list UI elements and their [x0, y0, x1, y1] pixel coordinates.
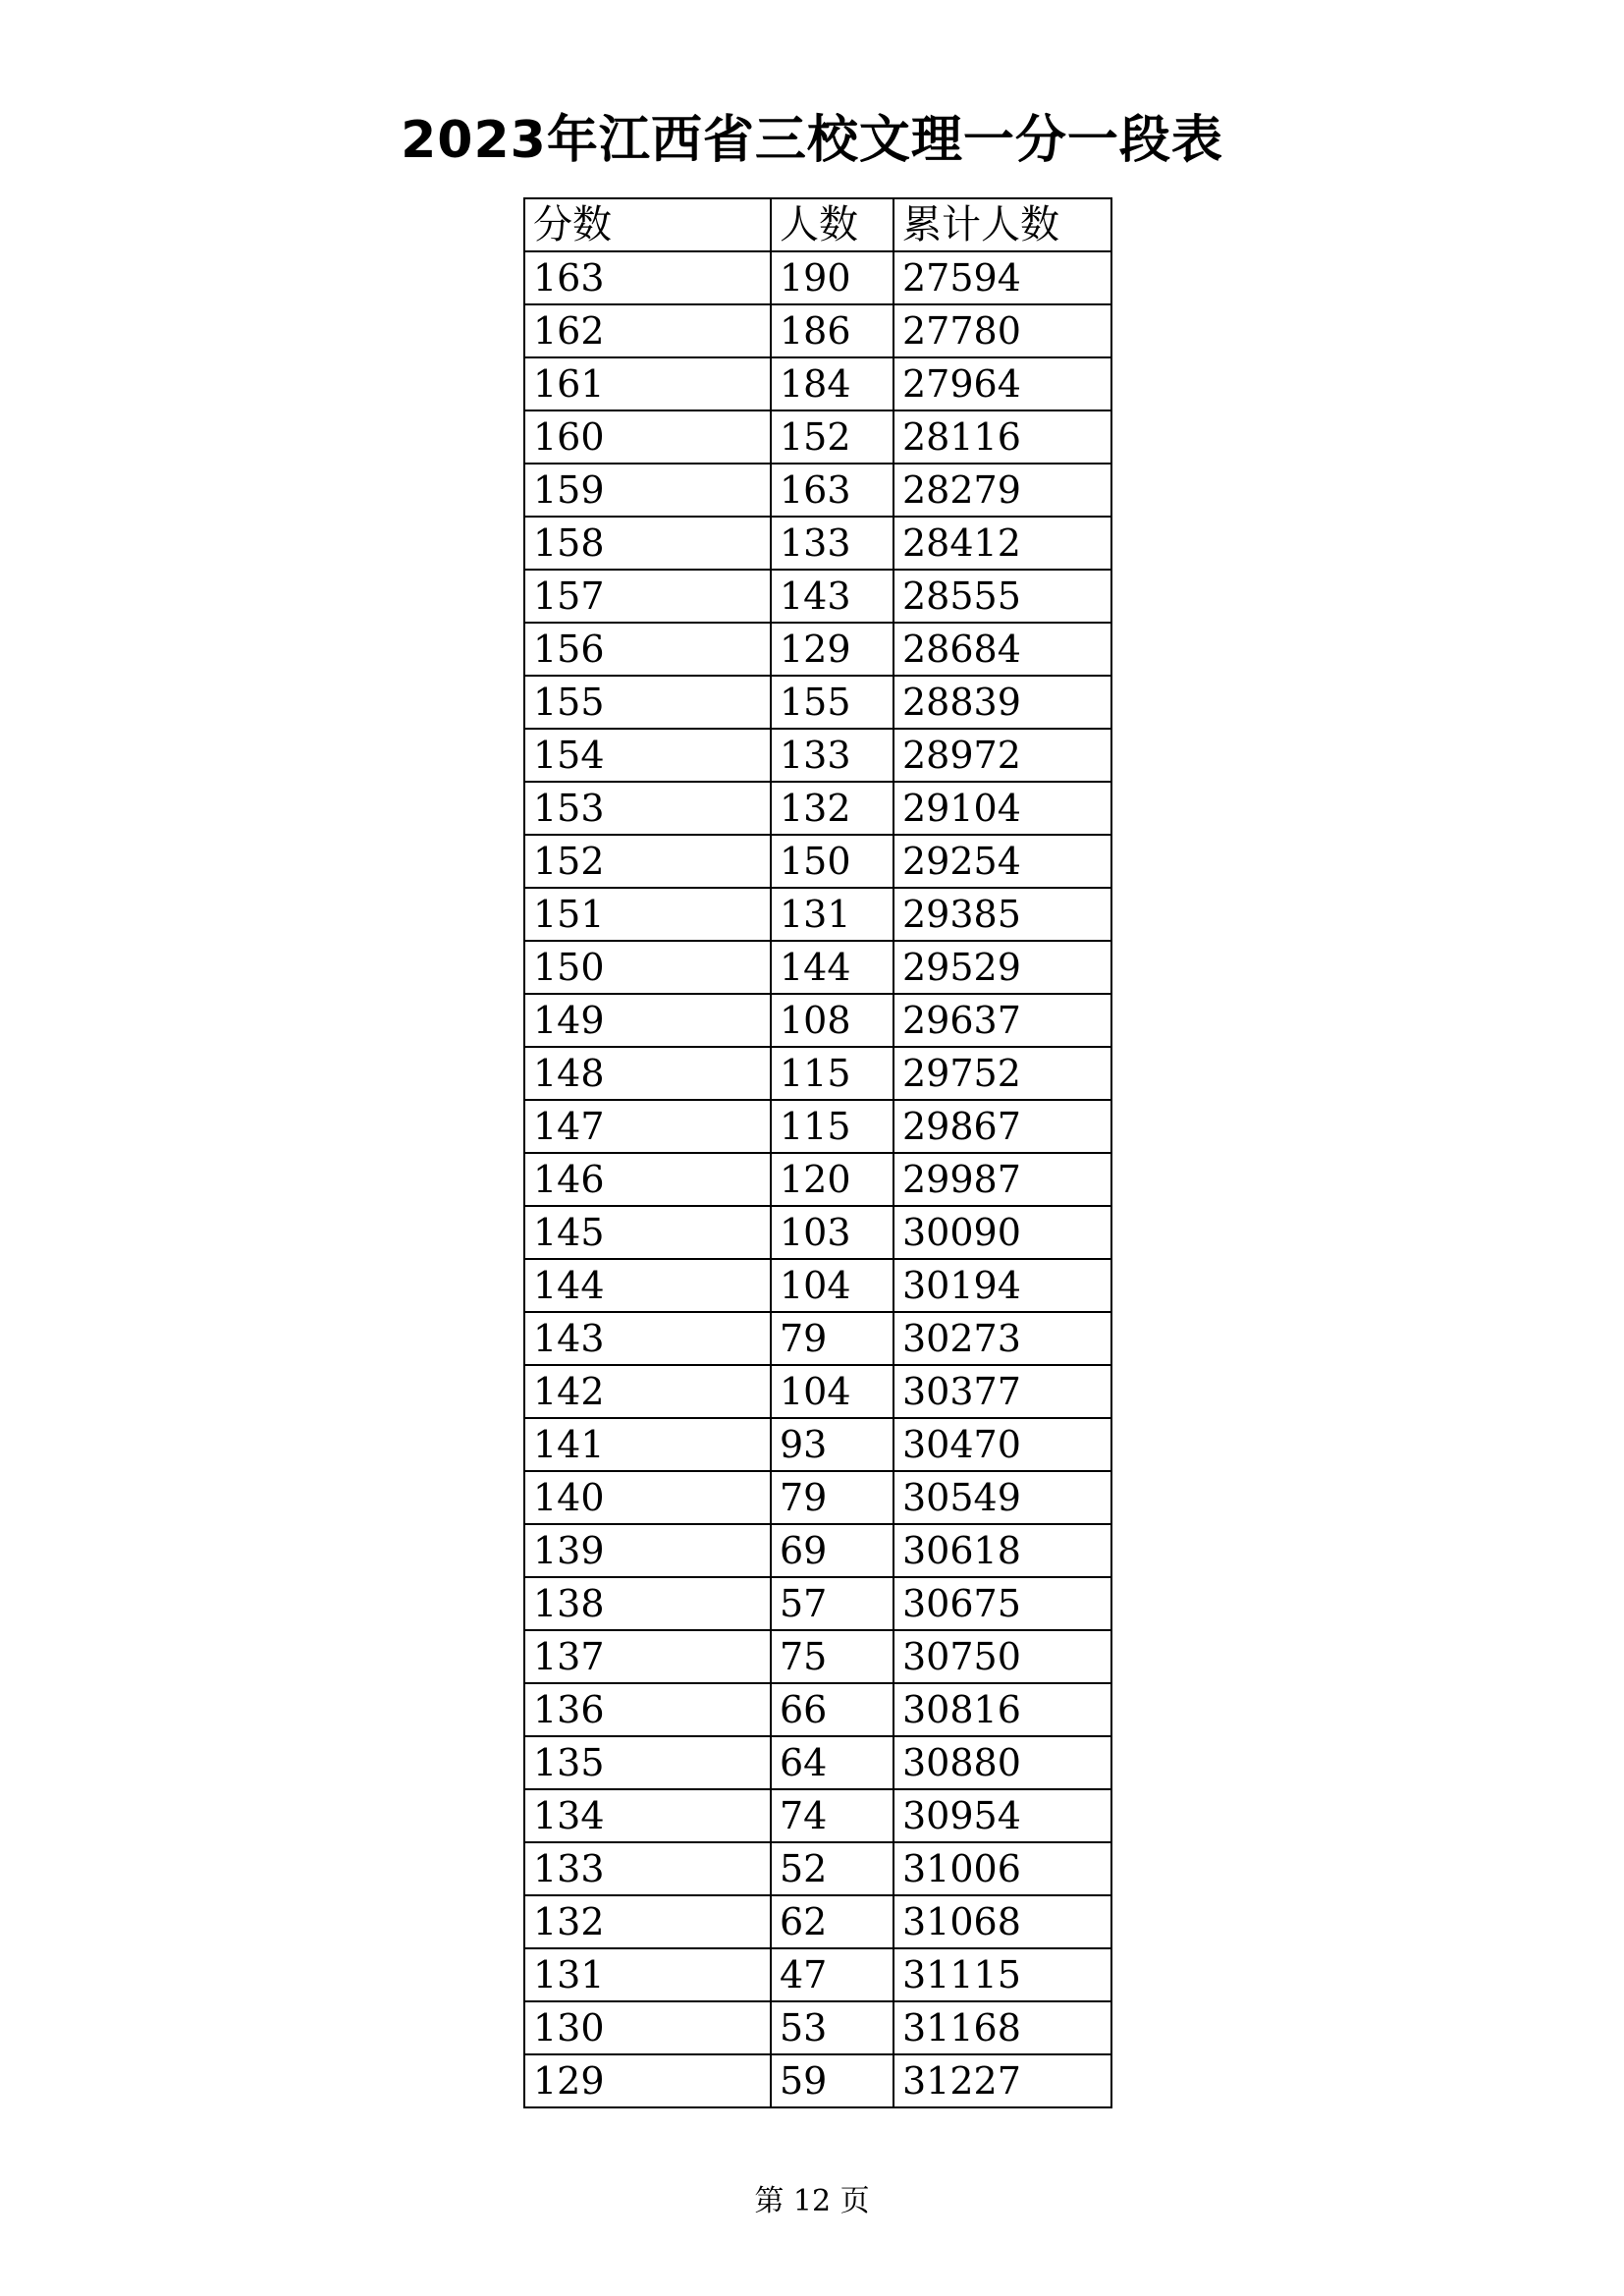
cell-count: 144 [771, 941, 893, 994]
table-row [524, 1206, 1111, 1259]
cell-score: 129 [524, 2054, 771, 2107]
cell-count: 52 [771, 1842, 893, 1895]
cell-cumulative: 31168 [893, 2001, 1111, 2054]
cell-score: 134 [524, 1789, 771, 1842]
cell-count: 184 [771, 357, 893, 410]
table-row [524, 782, 1111, 835]
cell-count: 132 [771, 782, 893, 835]
cell-count: 66 [771, 1683, 893, 1736]
cell-cumulative: 30954 [893, 1789, 1111, 1842]
cell-cumulative: 29529 [893, 941, 1111, 994]
cell-cumulative: 29752 [893, 1047, 1111, 1100]
cell-score: 151 [524, 888, 771, 941]
table-body [524, 251, 1111, 2107]
table-row [524, 2001, 1111, 2054]
cell-cumulative: 30273 [893, 1312, 1111, 1365]
table-row [524, 1842, 1111, 1895]
cell-score: 142 [524, 1365, 771, 1418]
cell-count: 93 [771, 1418, 893, 1471]
cell-cumulative: 30549 [893, 1471, 1111, 1524]
cell-count: 163 [771, 464, 893, 517]
cell-count: 47 [771, 1948, 893, 2001]
cell-count: 131 [771, 888, 893, 941]
table-row [524, 2054, 1111, 2107]
cell-score: 141 [524, 1418, 771, 1471]
cell-cumulative: 28116 [893, 410, 1111, 464]
cell-score: 161 [524, 357, 771, 410]
cell-cumulative: 29987 [893, 1153, 1111, 1206]
cell-cumulative: 30816 [893, 1683, 1111, 1736]
cell-cumulative: 31227 [893, 2054, 1111, 2107]
cell-score: 156 [524, 623, 771, 676]
cell-cumulative: 27780 [893, 304, 1111, 357]
cell-cumulative: 29867 [893, 1100, 1111, 1153]
cell-cumulative: 27594 [893, 251, 1111, 304]
cell-score: 148 [524, 1047, 771, 1100]
table-row [524, 304, 1111, 357]
cell-cumulative: 31115 [893, 1948, 1111, 2001]
cell-cumulative: 29637 [893, 994, 1111, 1047]
table-row [524, 1630, 1111, 1683]
header-count: 人数 [771, 198, 893, 251]
cell-cumulative: 30090 [893, 1206, 1111, 1259]
table-row [524, 570, 1111, 623]
table-row [524, 464, 1111, 517]
cell-count: 103 [771, 1206, 893, 1259]
cell-cumulative: 30675 [893, 1577, 1111, 1630]
cell-cumulative: 31068 [893, 1895, 1111, 1948]
table-row [524, 410, 1111, 464]
cell-score: 145 [524, 1206, 771, 1259]
cell-score: 139 [524, 1524, 771, 1577]
cell-count: 79 [771, 1312, 893, 1365]
cell-score: 135 [524, 1736, 771, 1789]
cell-count: 115 [771, 1047, 893, 1100]
cell-score: 157 [524, 570, 771, 623]
table-row [524, 729, 1111, 782]
table-row [524, 1789, 1111, 1842]
cell-cumulative: 30470 [893, 1418, 1111, 1471]
cell-score: 140 [524, 1471, 771, 1524]
cell-cumulative: 29104 [893, 782, 1111, 835]
cell-count: 115 [771, 1100, 893, 1153]
cell-count: 152 [771, 410, 893, 464]
cell-score: 150 [524, 941, 771, 994]
cell-score: 131 [524, 1948, 771, 2001]
cell-cumulative: 28279 [893, 464, 1111, 517]
table-row [524, 517, 1111, 570]
cell-score: 154 [524, 729, 771, 782]
cell-cumulative: 28684 [893, 623, 1111, 676]
cell-score: 138 [524, 1577, 771, 1630]
cell-score: 160 [524, 410, 771, 464]
header-score: 分数 [524, 198, 771, 251]
cell-cumulative: 28972 [893, 729, 1111, 782]
page-title: 2023年江西省三校文理一分一段表 [401, 111, 1223, 170]
table-row [524, 1577, 1111, 1630]
cell-count: 79 [771, 1471, 893, 1524]
table-row [524, 1259, 1111, 1312]
table-row [524, 357, 1111, 410]
cell-cumulative: 31006 [893, 1842, 1111, 1895]
cell-score: 158 [524, 517, 771, 570]
cell-cumulative: 30750 [893, 1630, 1111, 1683]
score-distribution-table [523, 197, 1112, 2108]
cell-score: 152 [524, 835, 771, 888]
cell-count: 59 [771, 2054, 893, 2107]
cell-score: 149 [524, 994, 771, 1047]
cell-cumulative: 29254 [893, 835, 1111, 888]
cell-score: 130 [524, 2001, 771, 2054]
cell-cumulative: 29385 [893, 888, 1111, 941]
table-row [524, 1524, 1111, 1577]
cell-count: 69 [771, 1524, 893, 1577]
cell-count: 53 [771, 2001, 893, 2054]
header-cumulative: 累计人数 [893, 198, 1111, 251]
table-row [524, 888, 1111, 941]
table-row [524, 1100, 1111, 1153]
table-row [524, 1683, 1111, 1736]
cell-count: 62 [771, 1895, 893, 1948]
cell-count: 108 [771, 994, 893, 1047]
table-row [524, 1895, 1111, 1948]
cell-cumulative: 30377 [893, 1365, 1111, 1418]
cell-score: 146 [524, 1153, 771, 1206]
cell-score: 133 [524, 1842, 771, 1895]
cell-score: 155 [524, 676, 771, 729]
cell-score: 143 [524, 1312, 771, 1365]
cell-cumulative: 28555 [893, 570, 1111, 623]
cell-cumulative: 30618 [893, 1524, 1111, 1577]
cell-count: 120 [771, 1153, 893, 1206]
cell-cumulative: 30880 [893, 1736, 1111, 1789]
table-row [524, 1047, 1111, 1100]
table-row [524, 941, 1111, 994]
cell-score: 144 [524, 1259, 771, 1312]
cell-count: 155 [771, 676, 893, 729]
cell-count: 186 [771, 304, 893, 357]
cell-count: 104 [771, 1365, 893, 1418]
cell-score: 159 [524, 464, 771, 517]
cell-cumulative: 30194 [893, 1259, 1111, 1312]
cell-count: 75 [771, 1630, 893, 1683]
cell-count: 57 [771, 1577, 893, 1630]
cell-count: 104 [771, 1259, 893, 1312]
table-row [524, 251, 1111, 304]
cell-count: 64 [771, 1736, 893, 1789]
table-row [524, 1418, 1111, 1471]
cell-score: 136 [524, 1683, 771, 1736]
table-row [524, 676, 1111, 729]
table-row [524, 835, 1111, 888]
cell-score: 147 [524, 1100, 771, 1153]
cell-count: 133 [771, 729, 893, 782]
table-row [524, 623, 1111, 676]
table-header-row [524, 198, 1111, 251]
cell-score: 163 [524, 251, 771, 304]
table-row [524, 1471, 1111, 1524]
cell-count: 133 [771, 517, 893, 570]
cell-count: 150 [771, 835, 893, 888]
cell-count: 190 [771, 251, 893, 304]
table-row [524, 1365, 1111, 1418]
table-row [524, 994, 1111, 1047]
table-row [524, 1312, 1111, 1365]
cell-cumulative: 27964 [893, 357, 1111, 410]
table-row [524, 1736, 1111, 1789]
cell-score: 132 [524, 1895, 771, 1948]
cell-score: 153 [524, 782, 771, 835]
cell-count: 143 [771, 570, 893, 623]
table-row [524, 1948, 1111, 2001]
table-row [524, 1153, 1111, 1206]
cell-score: 137 [524, 1630, 771, 1683]
cell-count: 74 [771, 1789, 893, 1842]
cell-score: 162 [524, 304, 771, 357]
cell-cumulative: 28412 [893, 517, 1111, 570]
cell-cumulative: 28839 [893, 676, 1111, 729]
cell-count: 129 [771, 623, 893, 676]
page-number: 第 12 页 [754, 2184, 870, 2218]
